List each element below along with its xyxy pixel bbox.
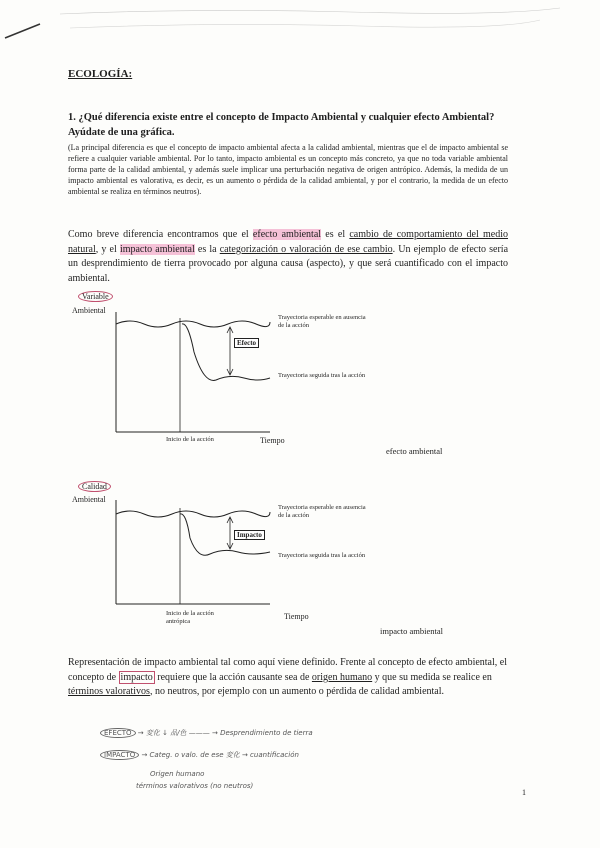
graph1-upper-label: Trayectoria esperable en ausencia de la acción — [278, 314, 366, 329]
graph-impacto — [70, 482, 510, 644]
header-scrawl — [0, 0, 600, 60]
note-terminos: términos valorativos (no neutros) — [136, 782, 254, 790]
graph1-lower-label: Trayectoria seguida tras la acción — [278, 372, 366, 379]
graph2-ylabel-2: Ambiental — [72, 495, 106, 504]
note-impacto: IMPACTO → Categ. o valo. de ese 変化 → cuantificación — [100, 750, 299, 760]
graph1-x-start-label: Inicio de la acción — [166, 436, 214, 443]
graph2-upper-label: Trayectoria esperable en ausencia de la acción — [278, 504, 366, 519]
paragraph-definition: (La principal diferencia es que el concepto de impacto ambiental afecta a la calidad ambiental, mientras que el de impacto ambiental se refiere a cualquier variable ambiental. Por lo tanto, impacto ambiental es un concepto más concreto, ya que no toda variable ambiental forma parte de la calidad ambiental, y además suele implicar una perturbación negativa de origen antrópico. Además, la medida de un impacto ambiental es valorativa, es decir, es un aumento o pérdida de la calidad ambiental, y por el contrario, la medida de un efecto ambiental se realiza en términos neutros). — [68, 143, 508, 196]
graph2-lower-label: Trayectoria seguida tras la acción — [278, 552, 366, 559]
graph1-ylabel-1: Variable — [78, 292, 113, 301]
graph1-ylabel-2: Ambiental — [72, 306, 106, 315]
highlight-efecto: efecto ambiental — [252, 229, 322, 240]
graph2-ylabel-1: Calidad — [78, 482, 111, 491]
graph-efecto — [70, 292, 510, 462]
paragraph-difference: Como breve diferencia encontramos que el efecto ambiental es el cambio de comportamiento del medio natural, y el impacto ambiental es la categorización o valoración de ese cambio. Un ejemplo de efecto sería un desprendimiento de tierra provocado por alguna causa (aspecto), y que será cuantificado con el impacto ambiental. — [68, 229, 509, 284]
paragraph-representation: Representación de impacto ambiental tal como aquí viene definido. Frente al concepto de efecto ambiental, el concepto de impacto requiere que la acción causante sea de origen humano y que su medida se realice en términos valorativos, no neutros, por ejemplo con un aumento o pérdida de calidad ambiental. — [68, 657, 507, 697]
graph1-caption: efecto ambiental — [386, 446, 443, 456]
graph2-x-label: Tiempo — [284, 612, 309, 621]
page-number: 1 — [522, 788, 526, 797]
graph2-caption: impacto ambiental — [380, 626, 444, 636]
page-title: ECOLOGÍA: — [68, 68, 133, 80]
question-heading: 1. ¿Qué diferencia existe entre el concepto de Impacto Ambiental y cualquier efecto Ambiental? Ayúdate de una gráfica. — [68, 112, 495, 138]
note-origen: Origen humano — [150, 770, 205, 778]
graph1-x-label: Tiempo — [260, 436, 285, 445]
highlight-impacto: impacto ambiental — [119, 243, 195, 255]
note-efecto: EFECTO → 変化 ↓ 品/色 ——— → Desprendimiento de tierra — [100, 728, 313, 738]
graph1-box-label: Efecto — [234, 338, 259, 348]
graph2-box-label: Impacto — [234, 530, 265, 540]
graph2-x-start-label: Inicio de la acción antrópica — [166, 610, 214, 625]
